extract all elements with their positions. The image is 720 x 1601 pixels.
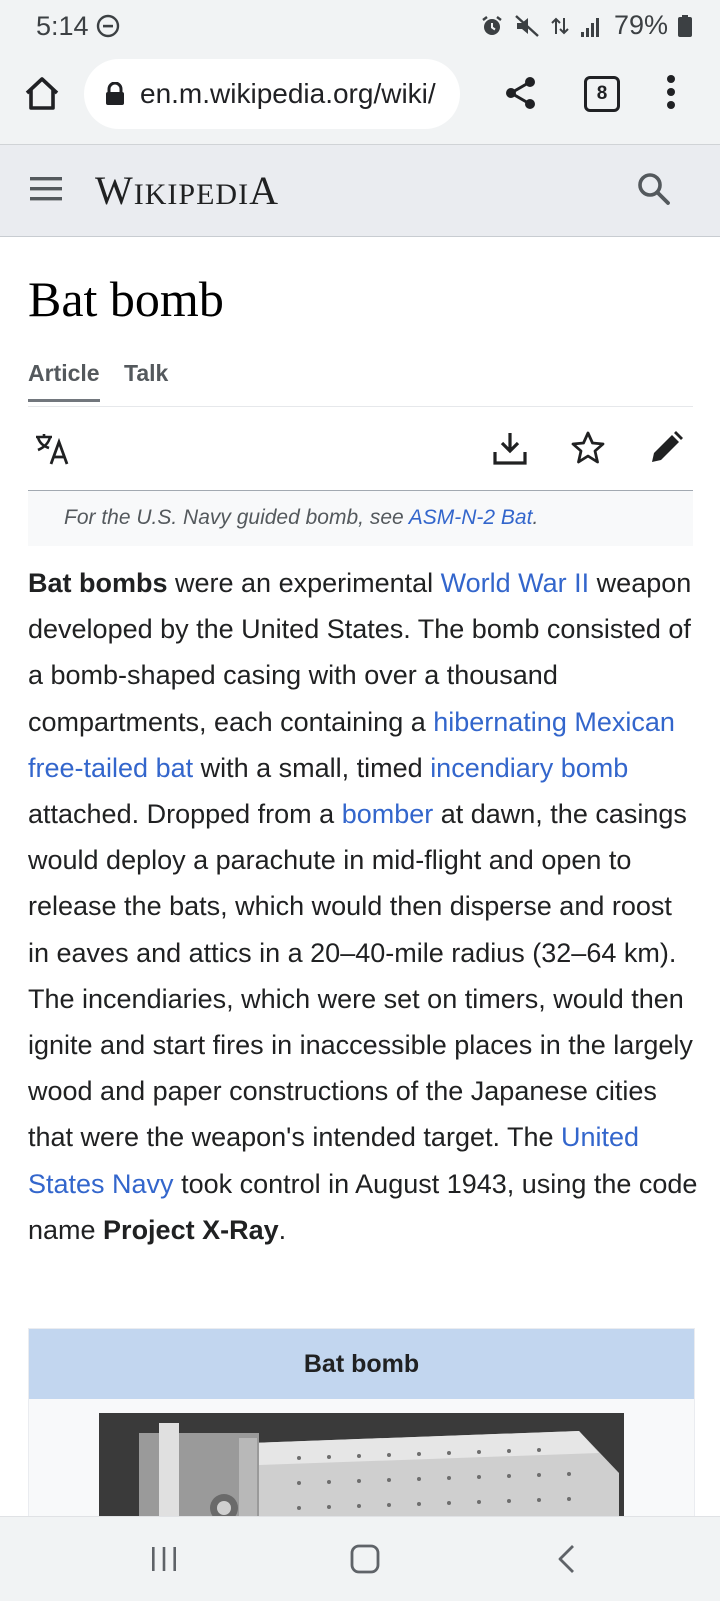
text-run: with a small, timed (193, 752, 431, 783)
bold-code-name: Project X-Ray (103, 1214, 279, 1245)
hatnote-text (64, 506, 538, 530)
wikipedia-logo[interactable] (95, 167, 279, 214)
signal-icon (580, 14, 604, 38)
url-text[interactable]: en.m.wikipedia.org/wiki/ (140, 78, 436, 109)
link-bomber[interactable]: bomber (341, 799, 434, 830)
mute-icon (514, 14, 540, 38)
link-mexican-free-tailed-bat[interactable]: hibernating Mexican free-tailed bat (28, 706, 675, 783)
status-bar (0, 0, 720, 52)
text-run: at dawn, the casings would deploy a parachute in mid-flight and open to release the bats, which would then disperse and roost in eaves and attics in a 20–40-mile radius (32–64 km). The incendiaries, which were set on timers, would then ignite and start fires in inaccessible places in the largely wood and paper constructions of the Japanese cities that were the weapon's intended target. The (28, 799, 693, 1153)
search-icon[interactable] (636, 171, 672, 207)
recent-apps-icon[interactable] (150, 1545, 178, 1573)
hatnote-prefix: For the U.S. Navy guided bomb, see (64, 506, 409, 529)
watch-star-icon[interactable] (570, 430, 606, 466)
logo-cap-a: A (249, 168, 279, 213)
page-title: Bat bomb (28, 271, 224, 327)
tab-switcher-button[interactable]: 8 (584, 76, 620, 112)
infobox-title: Bat bomb (29, 1329, 694, 1399)
language-icon[interactable] (34, 432, 72, 466)
system-nav-bar (0, 1516, 720, 1601)
lead-paragraph (28, 560, 698, 1253)
alarm-icon (480, 14, 504, 38)
share-icon[interactable] (504, 76, 538, 110)
status-time: 5:14 (36, 11, 89, 41)
text-run: took control in August 1943, using the code name (28, 1168, 698, 1245)
back-icon[interactable] (555, 1544, 579, 1574)
battery-icon (678, 14, 692, 38)
home-icon[interactable] (22, 74, 62, 114)
hatnote-link[interactable]: ASM-N-2 Bat (408, 506, 533, 529)
edit-pencil-icon[interactable] (648, 430, 684, 466)
lock-icon[interactable] (104, 82, 126, 106)
home-nav-icon[interactable] (350, 1544, 380, 1574)
dnd-icon (96, 14, 120, 38)
tab-article[interactable]: Article (28, 360, 100, 402)
hatnote (28, 491, 693, 546)
more-options-icon[interactable] (664, 74, 678, 110)
text-run: were an experimental (167, 568, 441, 598)
article-tabs (28, 356, 693, 407)
link-world-war-ii[interactable]: World War II (440, 568, 590, 598)
text-run: . (278, 1214, 287, 1245)
hatnote-suffix: . (532, 506, 539, 529)
tab-talk[interactable]: Talk (124, 360, 169, 386)
link-incendiary-bomb[interactable]: incendiary bomb (430, 752, 629, 783)
infobox (28, 1328, 695, 1530)
text-run: weapon developed by the United States. The bomb consisted of a bomb-shaped casing with over a thousand compartments, each containing a (28, 568, 692, 737)
browser-toolbar (0, 52, 720, 145)
address-bar[interactable] (84, 59, 460, 129)
data-transfer-icon (550, 14, 570, 38)
bold-term: Bat bombs (28, 568, 168, 598)
download-icon[interactable] (492, 430, 528, 466)
status-icons (480, 10, 692, 41)
wiki-header (0, 145, 720, 237)
link-united-states-navy[interactable]: United States Navy (28, 1122, 640, 1199)
hamburger-menu-icon[interactable] (30, 173, 62, 205)
text-run: attached. Dropped from a (28, 799, 342, 830)
logo-middle: IKIPEDI (133, 178, 250, 211)
page-actions (28, 408, 693, 491)
logo-cap-w: W (95, 168, 134, 213)
battery-percent: 79% (613, 10, 668, 40)
